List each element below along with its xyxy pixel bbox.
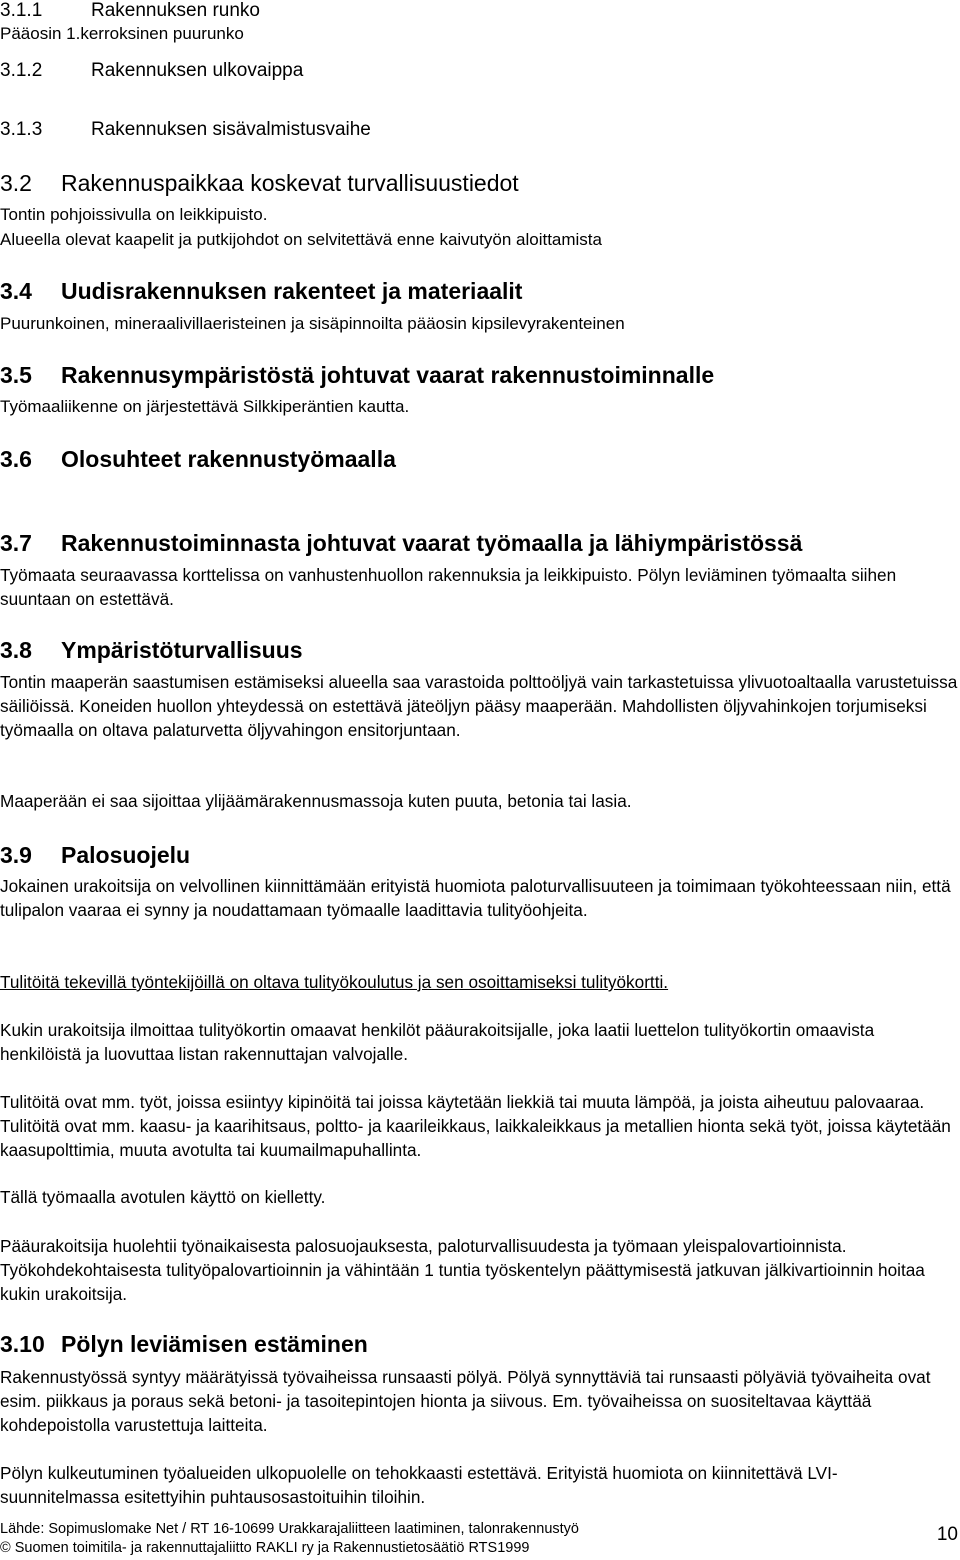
section-number: 3.9 bbox=[0, 842, 32, 868]
paragraph: Tontin maaperän saastumisen estämiseksi alueella saa varastoida polttoöljyä vain tarkastetuissa ylivuotoaltaalla varustetuissa säiliöissä. Koneiden huollon yhteydessä on estettävä jäteöljyn pääsy maaperään. Mahdollisten öljyvahinkojen torjumiseksi työmaalla on oltava palaturvetta öljyvahingon ensitorjuntaan. bbox=[0, 672, 958, 741]
section-title: Pölyn leviämisen estäminen bbox=[61, 1331, 368, 1357]
section-number: 3.7 bbox=[0, 530, 32, 556]
paragraph: Kukin urakoitsija ilmoittaa tulityökortin omaavat henkilöt pääurakoitsijalle, joka laatii luettelon tulityökortin omaavista henkilöistä ja luovuttaa listan rakennuttajan valvojalle. bbox=[0, 1020, 875, 1065]
heading-3-6 bbox=[0, 445, 396, 473]
footer-source: Lähde: Sopimuslomake Net / RT 16-10699 Urakkarajaliitteen laatiminen, talonrakennustyö bbox=[0, 1521, 579, 1537]
paragraph: Työmaaliikenne on järjestettävä Silkkiperäntien kautta. bbox=[0, 397, 410, 416]
section-number: 3.8 bbox=[0, 637, 32, 663]
paragraph: Puurunkoinen, mineraalivillaeristeinen ja sisäpinnoilta pääosin kipsilevyrakenteinen bbox=[0, 314, 625, 333]
section-number: 3.2 bbox=[0, 170, 32, 196]
paragraph: Pölyn kulkeutuminen työalueiden ulkopuolelle on tehokkaasti estettävä. Erityistä huomiota on kiinnitettävä LVI- suunnitelmassa esitettyihin puhtausosastoituihin tiloihin. bbox=[0, 1463, 838, 1508]
heading-3-8 bbox=[0, 636, 303, 664]
heading-3-1-2 bbox=[0, 60, 303, 82]
heading-3-2 bbox=[0, 170, 519, 196]
paragraph-line: Tontin pohjoissivulla on leikkipuisto. bbox=[0, 205, 268, 224]
heading-3-4 bbox=[0, 277, 522, 305]
section-title: Ympäristöturvallisuus bbox=[61, 637, 303, 663]
section-title: Rakennuksen ulkovaippa bbox=[91, 60, 304, 81]
section-title: Uudisrakennuksen rakenteet ja materiaalit bbox=[61, 278, 523, 304]
section-title: Palosuojelu bbox=[61, 842, 191, 868]
page-number: 10 bbox=[936, 1524, 958, 1545]
paragraph: Pääosin 1.kerroksinen puurunko bbox=[0, 24, 244, 43]
section-number: 3.1.3 bbox=[0, 119, 43, 140]
heading-3-1-1 bbox=[0, 0, 260, 22]
paragraph: Rakennustyössä syntyy määrätyissä työvaiheissa runsaasti pölyä. Pölyä synnyttäviä tai runsaasti pölyäviä työvaiheita ovat esim. piikkaus ja poraus sekä betoni- ja tasoitepintojen hionta ja siivous. Em. työvaiheissa on suositeltavaa käyttää kohdepoistolla varustettuja laitteita. bbox=[0, 1367, 931, 1436]
heading-3-10 bbox=[0, 1330, 368, 1358]
heading-3-9 bbox=[0, 841, 190, 869]
section-number: 3.1.2 bbox=[0, 60, 43, 81]
section-number: 3.4 bbox=[0, 278, 32, 304]
paragraph-line: Alueella olevat kaapelit ja putkijohdot on selvitettävä enne kaivutyön aloittamista bbox=[0, 230, 602, 249]
section-title: Olosuhteet rakennustyömaalla bbox=[61, 446, 396, 472]
paragraph: Työmaata seuraavassa korttelissa on vanhustenhuollon rakennuksia ja leikkipuisto. Pölyn leviäminen työmaalta siihen suuntaan on estettävä. bbox=[0, 565, 897, 610]
section-title: Rakennusympäristöstä johtuvat vaarat rakennustoiminnalle bbox=[61, 362, 715, 388]
footer-copyright: © Suomen toimitila- ja rakennuttajaliitto RAKLI ry ja Rakennustietosäätiö RTS1999 bbox=[0, 1540, 530, 1556]
paragraph: Jokainen urakoitsija on velvollinen kiinnittämään erityistä huomiota paloturvallisuuteen ja toimimaan työkohteessaan niin, että tulipalon vaaraa ei synny ja noudattamaan työmaalle laadittavia tulityöohjeita. bbox=[0, 876, 951, 921]
section-title: Rakennuspaikkaa koskevat turvallisuustiedot bbox=[61, 170, 519, 196]
section-number: 3.6 bbox=[0, 446, 32, 472]
paragraph: Pääurakoitsija huolehtii työnaikaisesta palosuojauksesta, paloturvallisuudesta ja työmaan yleispalovartioinnista. Työkohdekohtaisesta tulityöpalovartioinnin ja vähintään 1 tuntia työskentelyn päättymisestä jatkuvan jälkivartioinnin hoitaa kukin urakoitsija. bbox=[0, 1236, 925, 1305]
section-number: 3.1.1 bbox=[0, 0, 43, 21]
paragraph: Tällä työmaalla avotulen käyttö on kielletty. bbox=[0, 1187, 326, 1207]
section-title: Rakennustoiminnasta johtuvat vaarat työmaalla ja lähiympäristössä bbox=[61, 530, 803, 556]
paragraph: Maaperään ei saa sijoittaa ylijäämärakennusmassoja kuten puuta, betonia tai lasia. bbox=[0, 791, 632, 811]
section-title: Rakennuksen runko bbox=[91, 0, 260, 21]
paragraph-underlined: Tulitöitä tekevillä työntekijöillä on oltava tulityökoulutus ja sen osoittamiseksi tulityökortti. bbox=[0, 972, 669, 992]
section-title: Rakennuksen sisävalmistusvaihe bbox=[91, 119, 371, 140]
heading-3-7 bbox=[0, 529, 802, 557]
paragraph: Tulitöitä ovat mm. työt, joissa esiintyy kipinöitä tai joissa käytetään liekkiä tai muuta lämpöä, ja joista aiheutuu palovaaraa. Tulitöitä ovat mm. kaasu- ja kaarihitsaus, poltto- ja kaarileikkaus, laikkaleikkaus ja metallien hionta sekä työt, joissa käytetään kaasupolttimia, muuta avotulta tai kuumailmapuhallinta. bbox=[0, 1092, 951, 1161]
section-number: 3.10 bbox=[0, 1331, 45, 1357]
heading-3-5 bbox=[0, 361, 714, 389]
section-number: 3.5 bbox=[0, 362, 32, 388]
heading-3-1-3 bbox=[0, 119, 371, 141]
